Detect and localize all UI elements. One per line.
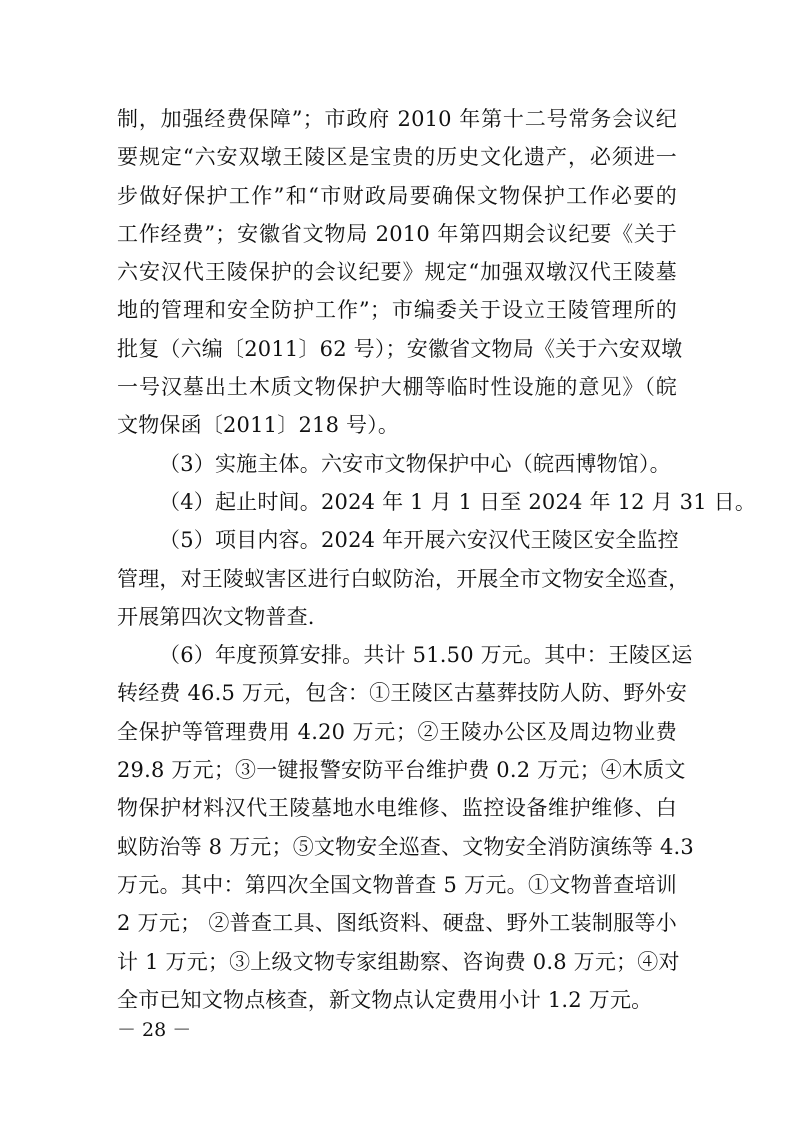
paragraph-legal-basis (117, 100, 683, 445)
paragraph-budget (117, 636, 694, 1019)
text-line: 制，加强经费保障”；市政府 2010 年第十二号常务会议纪 (117, 107, 677, 131)
text-line: 蚁防治等 8 万元；⑤文物安全巡查、文物安全消防演练等 4.3 (117, 834, 694, 859)
text-line: 开展第四次文物普查. (117, 604, 315, 629)
text-line: 管理，对王陵蚁害区进行白蚁防治，开展全市文物安全巡查， (117, 566, 690, 591)
text-line: 步做好保护工作”和“市财政局要确保文物保护工作必要的 (117, 183, 677, 208)
text-line: 要规定“六安双墩王陵区是宝贵的历史文化遗产，必须进一 (117, 145, 677, 170)
text-line: 2 万元； ②普查工具、图纸资料、硬盘、野外工装制服等小 (117, 911, 677, 936)
text-line: （3）实施主体。六安市文物保护中心（皖西博物馆）。 (159, 451, 671, 476)
text-line: （4）起止时间。2024 年 1 月 1 日至 2024 年 12 月 31 日。 (159, 489, 757, 514)
text-line: 六安汉代王陵保护的会议纪要》规定“加强双墩汉代王陵墓 (117, 260, 677, 285)
text-line: 一号汉墓出土木质文物保护大棚等临时性设施的意见》（皖 (117, 375, 677, 400)
text-line: 工作经费”；安徽省文物局 2010 年第四期会议纪要《关于 (117, 221, 677, 246)
paragraph-implementer (117, 445, 677, 483)
paragraph-project-content (117, 521, 690, 636)
text-line: 计 1 万元；③上级文物专家组勘察、咨询费 0.8 万元；④对 (117, 949, 680, 974)
text-line: 29.8 万元；③一键报警安防平台维护费 0.2 万元；④木质文 (117, 758, 686, 783)
text-line: 万元。其中：第四次全国文物普查 5 万元。①文物普查培训 (117, 872, 677, 897)
text-line: 地的管理和安全防护工作”；市编委关于设立王陵管理所的 (117, 298, 677, 323)
page-number: － 28 － (117, 1019, 192, 1041)
text-line: 全市已知文物点核查，新文物点认定费用小计 1.2 万元。 (117, 987, 653, 1012)
text-line: 文物保函〔2011〕218 号）。 (117, 413, 400, 438)
text-line: 物保护材料汉代王陵墓地水电维修、监控设备维护维修、白 (117, 796, 677, 821)
text-line: 批复（六编〔2011〕62 号）；安徽省文物局《关于六安双墩 (117, 336, 683, 361)
text-line: 全保护等管理费用 4.20 万元；②王陵办公区及周边物业费 (117, 719, 677, 744)
document-body (117, 100, 757, 1019)
paragraph-period (117, 483, 757, 521)
text-line: （6）年度预算安排。共计 51.50 万元。其中：王陵区运 (159, 643, 693, 668)
text-line: （5）项目内容。2024 年开展六安汉代王陵区安全监控 (159, 528, 679, 553)
text-line: 转经费 46.5 万元，包含：①王陵区古墓葬技防人防、野外安 (117, 681, 688, 706)
